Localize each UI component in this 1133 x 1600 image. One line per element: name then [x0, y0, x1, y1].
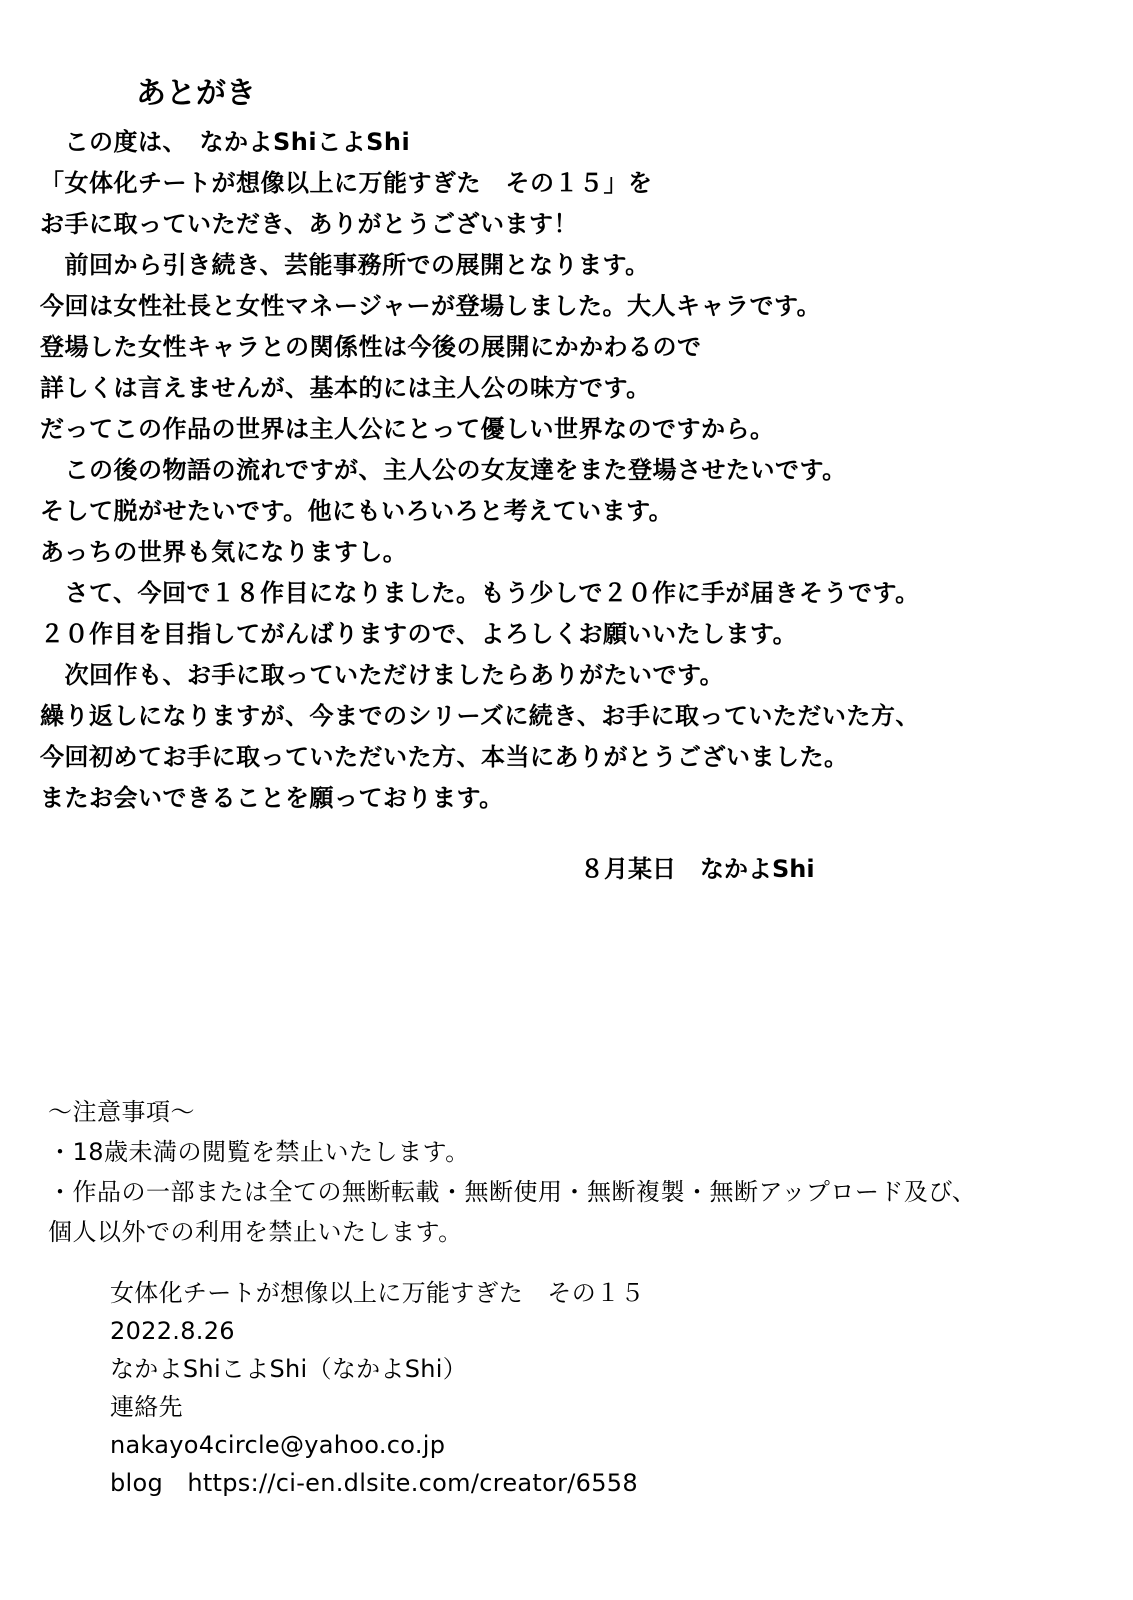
notice-title: ～注意事項～	[48, 1098, 195, 1126]
afterword-line: 次回作も、お手に取っていただけましたらありがたいです。	[40, 661, 725, 689]
colophon-date: 2022.8.26	[110, 1317, 235, 1345]
colophon-email: nakayo4circle@yahoo.co.jp	[110, 1431, 446, 1459]
notice-item: ・18歳未満の閲覧を禁止いたします。	[48, 1138, 470, 1166]
afterword-line: お手に取っていただき、ありがとうございます！	[40, 210, 579, 238]
afterword-line: そして脱がせたいです。他にもいろいろと考えています。	[40, 497, 674, 525]
afterword-line: 今回初めてお手に取っていただいた方、本当にありがとうございました。	[40, 743, 849, 771]
colophon	[110, 1274, 645, 1502]
colophon-circle: なかよShiこよShi（なかよShi）	[110, 1355, 468, 1383]
notice-section	[48, 1092, 1108, 1252]
afterword-line: 今回は女性社長と女性マネージャーが登場しました。大人キャラです。	[40, 292, 822, 320]
afterword-line: さて、今回で１８作目になりました。もう少しで２０作に手が届きそうです。	[40, 579, 920, 607]
afterword-line: またお会いできることを願っております。	[40, 784, 504, 812]
colophon-contact-label: 連絡先	[110, 1393, 183, 1421]
notice-item: ・作品の一部または全ての無断転載・無断使用・無断複製・無断アップロード及び、	[48, 1178, 977, 1206]
afterword-line: 前回から引き続き、芸能事務所での展開となります。	[40, 251, 650, 279]
afterword-line: 詳しくは言えませんが、基本的には主人公の味方です。	[40, 374, 651, 402]
afterword-line: 「女体化チートが想像以上に万能すぎた その１５」を	[40, 169, 653, 197]
colophon-blog: blog https://ci-en.dlsite.com/creator/6558	[110, 1469, 638, 1497]
afterword-line: この度は、 なかよShiこよShi	[40, 128, 411, 156]
notice-item: 個人以外での利用を禁止いたします。	[48, 1218, 463, 1246]
afterword-line: この後の物語の流れですが、主人公の女友達をまた登場させたいです。	[40, 456, 847, 484]
afterword-line: 繰り返しになりますが、今までのシリーズに続き、お手に取っていただいた方、	[40, 702, 920, 730]
afterword-line: あっちの世界も気になりますし。	[40, 538, 408, 566]
afterword-title: あとがき	[136, 76, 256, 111]
afterword-line: ２０作目を目指してがんばりますので、よろしくお願いいたします。	[40, 620, 798, 648]
afterword-line: だってこの作品の世界は主人公にとって優しい世界なのですから。	[40, 415, 775, 443]
afterword-signature: ８月某日 なかよShi	[580, 855, 815, 883]
colophon-title: 女体化チートが想像以上に万能すぎた その１５	[110, 1279, 645, 1307]
afterword-body	[40, 122, 1100, 819]
afterword-line: 登場した女性キャラとの関係性は今後の展開にかかわるので	[40, 333, 702, 361]
